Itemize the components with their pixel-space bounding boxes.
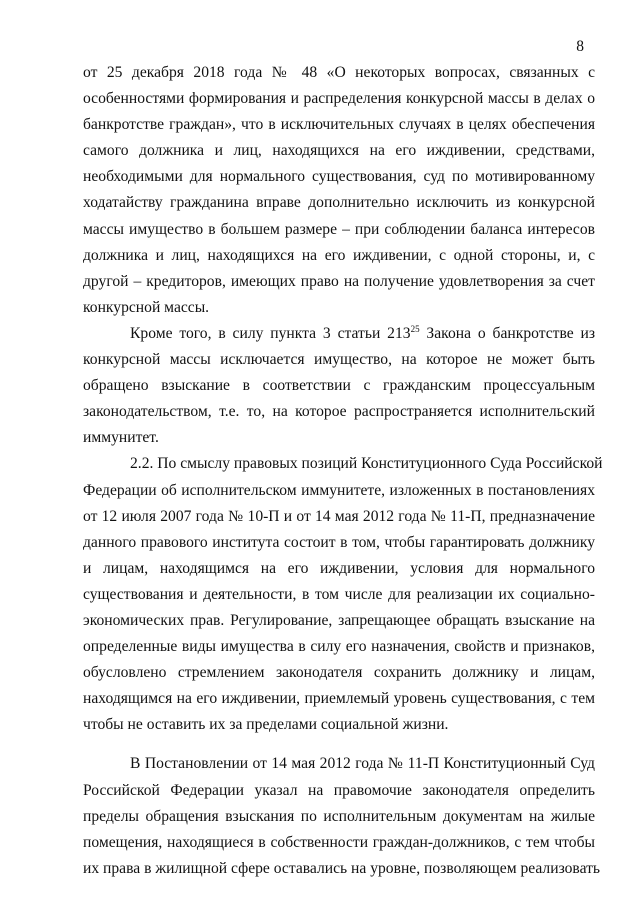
text-line: Федерации об исполнительском иммунитете, изложенных в постановлениях (83, 481, 595, 499)
text-line: особенностями формирования и распределения конкурсной массы в делах о (83, 90, 595, 108)
text-fragment: Закона о банкротстве из (419, 324, 596, 342)
paragraph-3 (83, 451, 603, 738)
document-body (83, 60, 603, 882)
text-line: банкротстве граждан», что в исключительных случаях в целях обеспечения (83, 116, 595, 134)
text-line: обусловлено стремлением законодателя сохранить должнику и лицам, (83, 664, 595, 682)
text-line: чтобы не оставить их за пределами социальной жизни. (83, 716, 449, 734)
text-line: иммунитет. (83, 429, 159, 447)
paragraph-1 (83, 60, 595, 321)
superscript-25: 25 (410, 323, 420, 334)
text-line: Российской Федерации указал на правомочие законодателя определить (83, 781, 595, 799)
text-line: В Постановлении от 14 мая 2012 года № 11-П Конституционный Суд (130, 755, 595, 773)
text-line: ходатайству гражданина вправе дополнительно исключить из конкурсной (83, 194, 595, 212)
paragraph-2 (83, 321, 595, 451)
text-line: должника и лиц, находящихся на его иждивении, с одной стороны, и, с (83, 246, 595, 264)
text-line: данного правового института состоит в том, чтобы гарантировать должнику (83, 533, 595, 551)
text-line: массы имущество в большем размере – при соблюдении баланса интересов (83, 220, 595, 238)
text-line: экономических прав. Регулирование, запрещающее обращать взыскание на (83, 611, 595, 629)
text-line: конкурсной массы исключается имущество, на которое не может быть (83, 351, 595, 369)
text-fragment: Кроме того, в силу пункта 3 статьи 213 (130, 324, 411, 342)
text-line: находящимся на его иждивении, приемлемый уровень существования, с тем (83, 690, 595, 708)
text-line: от 25 декабря 2018 года № 48 «О некоторых вопросах, связанных с (83, 64, 595, 81)
text-line: самого должника и лиц, находящихся на его иждивении, средствами, (83, 142, 595, 160)
text-line: другой – кредиторов, имеющих право на получение удовлетворения за счет (83, 272, 595, 290)
text-line: 2.2. По смыслу правовых позиций Конституционного Суда Российской (130, 455, 603, 473)
text-line: конкурсной массы. (83, 298, 210, 316)
text-line: необходимыми для нормального существования, суд по мотивированному (83, 168, 595, 186)
paragraph-spacer (83, 738, 595, 751)
text-line: от 12 июля 2007 года № 10-П и от 14 мая 2012 года № 11-П, предназначение (83, 507, 595, 525)
text-line: существования и деятельности, в том числе для реализации их социально- (83, 585, 595, 603)
paragraph-4 (83, 751, 601, 881)
text-line: помещения, находящиеся в собственности граждан-должников, с тем чтобы (83, 833, 595, 851)
text-line: и лицам, находящимся на его иждивении, условия для нормального (83, 559, 595, 577)
page-number: 8 (576, 38, 584, 55)
text-line: пределы обращения взыскания по исполнительным документам на жилые (83, 807, 595, 825)
text-line: обращено взыскание в соответствии с гражданским процессуальным (83, 377, 595, 395)
text-line: их права в жилищной сфере оставались на уровне, позволяющем реализовать (83, 859, 601, 877)
text-line: законодательством, т.е. то, на которое распространяется исполнительский (83, 403, 595, 421)
text-line: определенные виды имущества в силу его назначения, свойств и признаков, (83, 638, 595, 656)
text-line (83, 321, 595, 347)
